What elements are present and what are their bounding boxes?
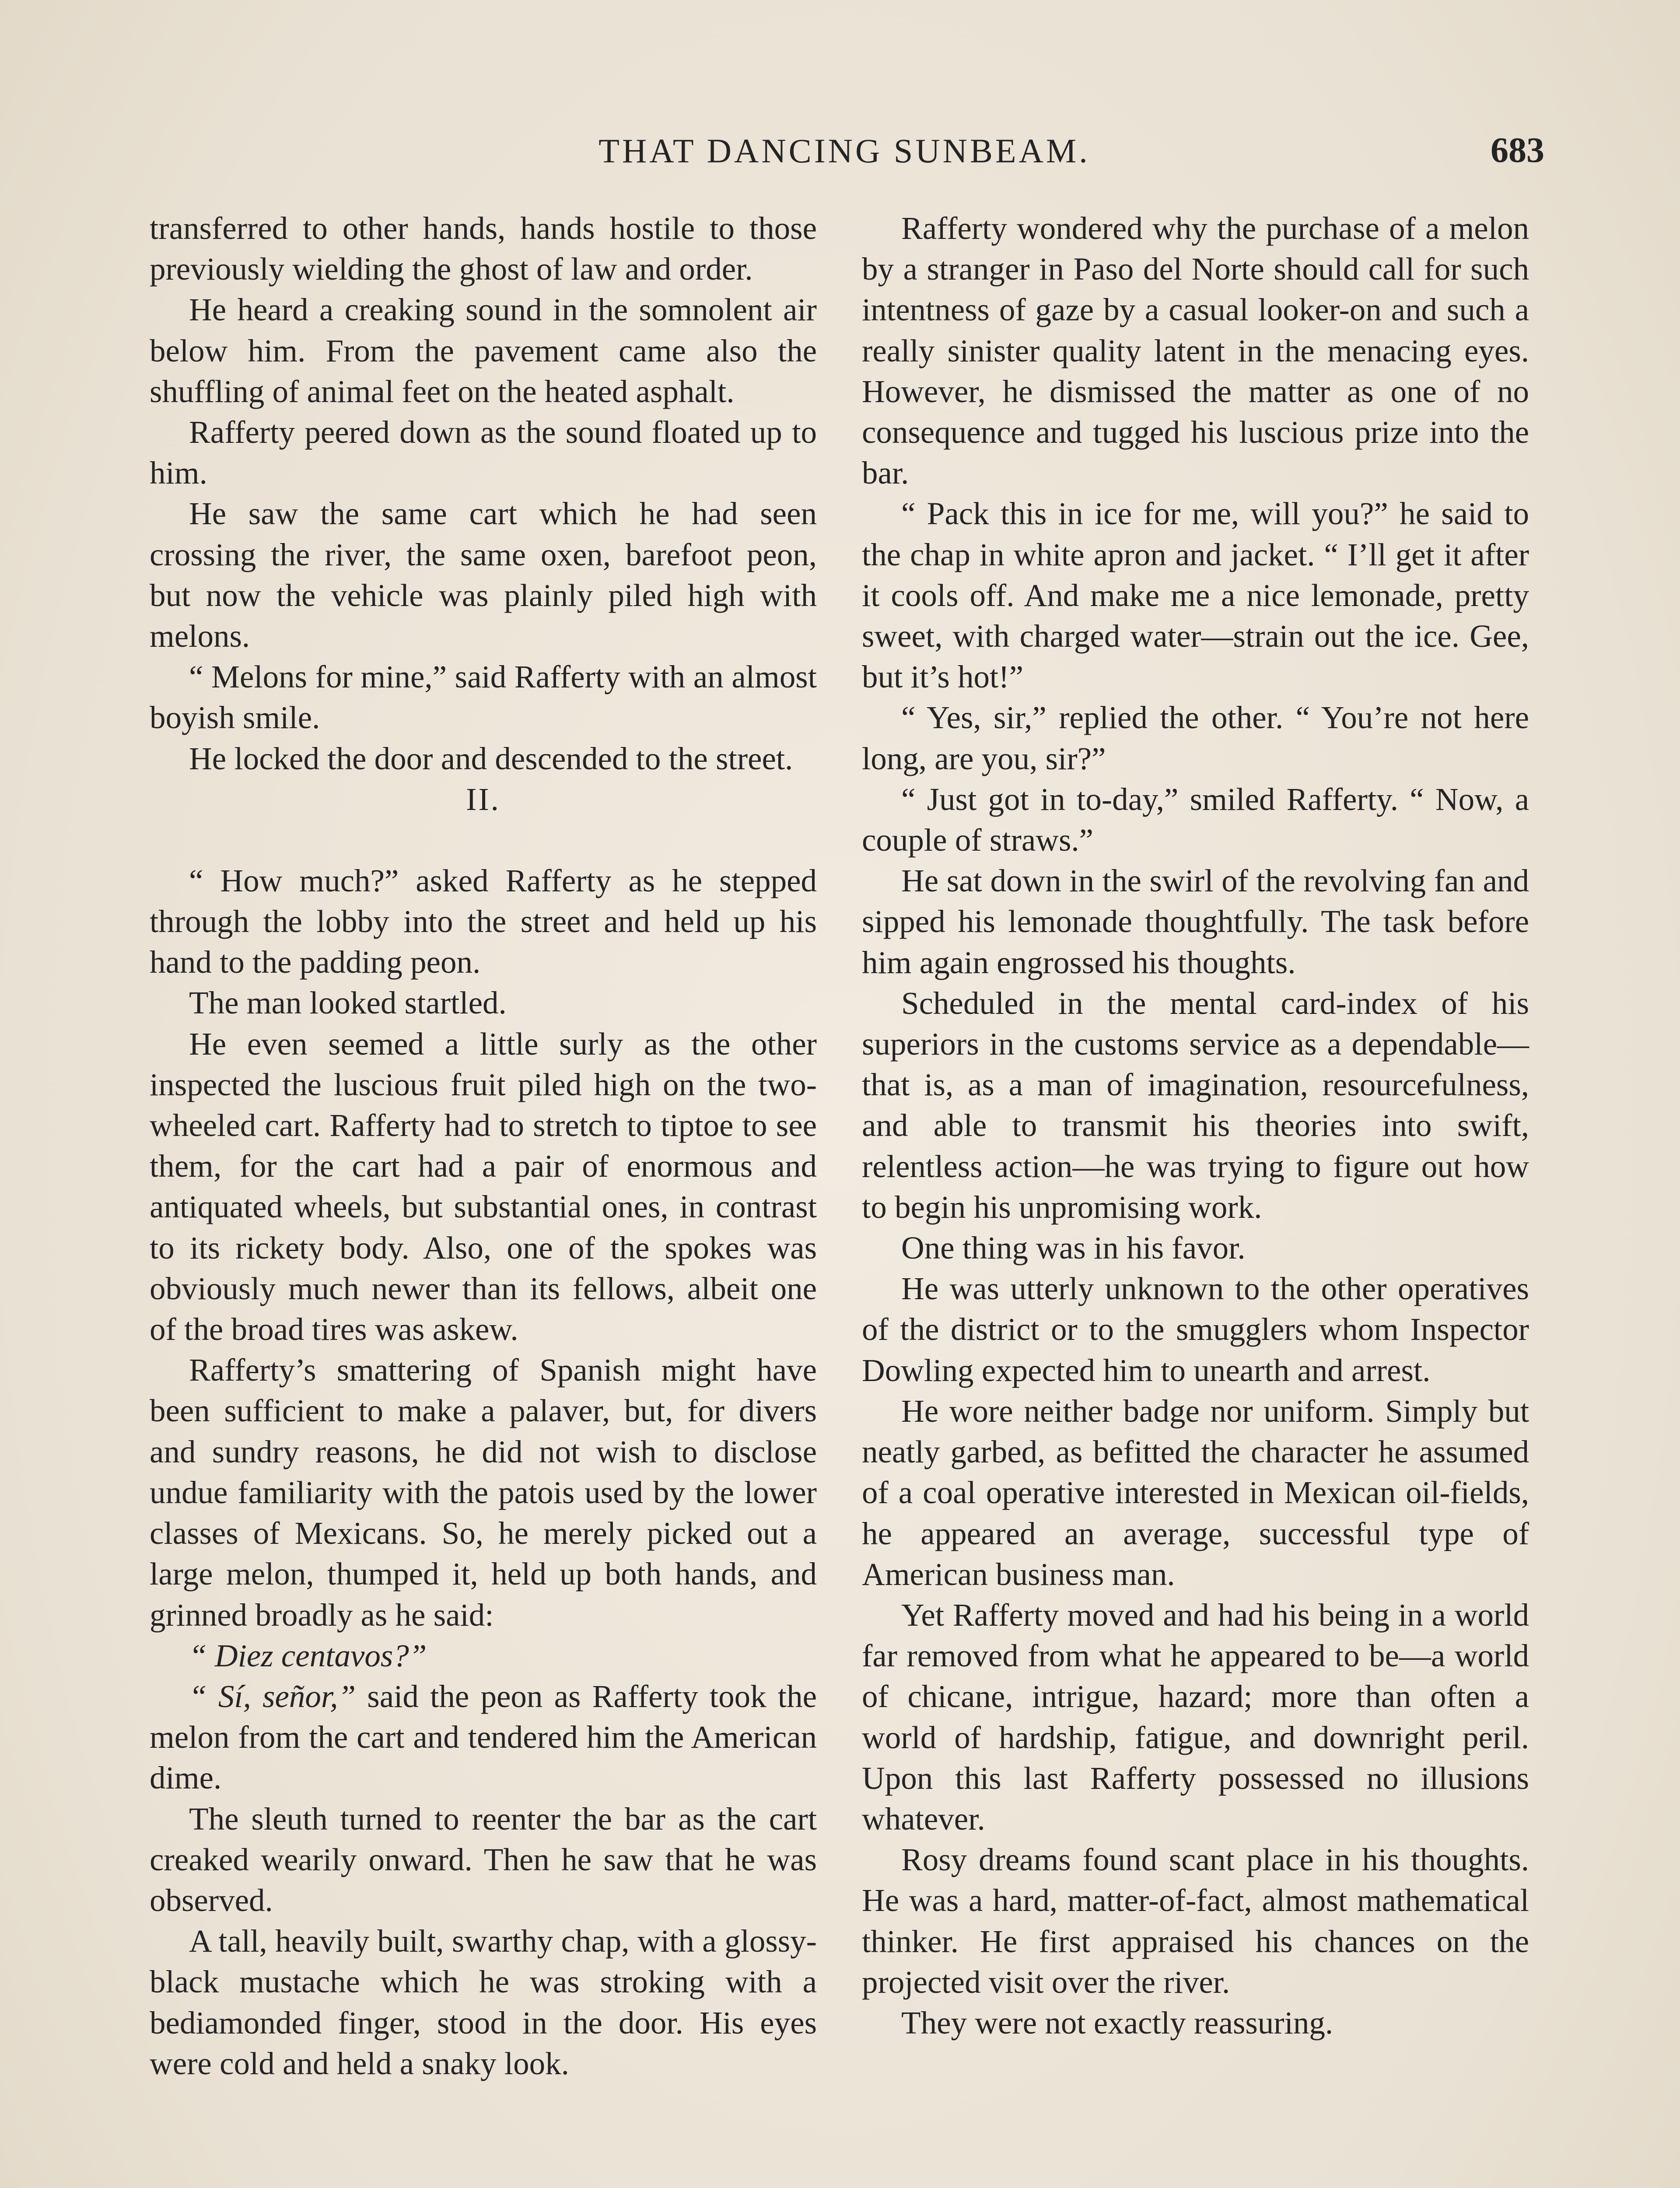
paragraph: Yet Rafferty moved and had his being in a world far removed from what he appeared to be—a world of chicane, intrigue, hazard; more than often a world of hardship, fatigue, and downright peril. Upon this last Rafferty possessed no illusions whatever. bbox=[862, 1597, 1529, 1837]
paragraph-text: said the peon as Rafferty took the melon from the cart and tendered him the American dime. bbox=[150, 1678, 817, 1796]
paragraph bbox=[150, 1676, 817, 1799]
paragraph: He locked the door and descended to the street. bbox=[189, 740, 793, 776]
paragraph: He wore neither badge nor uniform. Simply but neatly garbed, as befitted the character he assumed of a coal operative interested in Mexican oil-fields, he appeared an average, successful type of American business man. bbox=[862, 1393, 1529, 1592]
paragraph: “ Diez centavos?” bbox=[189, 1637, 427, 1673]
paragraph: He sat down in the swirl of the revolving fan and sipped his lemonade thoughtfully. The task before him again engrossed his thoughts. bbox=[862, 863, 1529, 980]
paragraph: He even seemed a little surly as the other inspected the luscious fruit piled high on the two-wheeled cart. Rafferty had to stretch to tiptoe to see them, for the cart had a pair of enormous and antiquated wheels, but substantial ones, in contrast to its rickety body. Also, one of the spokes was obviously much newer than its fellows, albeit one of the broad tires was askew. bbox=[150, 1026, 817, 1347]
paragraph: He was utterly unknown to the other operatives of the district or to the smugglers whom Inspector Dowling expected him to unearth and arrest. bbox=[862, 1271, 1529, 1388]
paragraph: “ Yes, sir,” replied the other. “ You’re not here long, are you, sir?” bbox=[862, 700, 1529, 776]
running-title: THAT DANCING SUNBEAM. bbox=[598, 132, 1090, 170]
paragraph: The man looked startled. bbox=[189, 985, 507, 1021]
section-heading: II. bbox=[466, 781, 500, 817]
paragraph: They were not exactly reassuring. bbox=[901, 2005, 1334, 2041]
spanish-quote: “ Sí, señor,” bbox=[189, 1678, 356, 1714]
paragraph: transferred to other hands, hands hostile to those previously wielding the ghost of law and order. bbox=[150, 210, 817, 287]
paragraph: “ How much?” asked Rafferty as he stepped through the lobby into the street and held up his hand to the padding peon. bbox=[150, 863, 817, 980]
paragraph: “ Pack this in ice for me, will you?” he said to the chap in white apron and jacket. “ I’ll get it after it cools off. And make me a nice lemonade, pretty sweet, with charged water—strain out the ice. Gee, but it’s hot!” bbox=[862, 496, 1529, 695]
paragraph: The sleuth turned to reenter the bar as the cart creaked wearily onward. Then he saw that he was observed. bbox=[150, 1801, 817, 1918]
paragraph: Rafferty wondered why the purchase of a melon by a stranger in Paso del Norte should call for such intentness of gaze by a casual looker-on and such a really sinister quality latent in the menacing eyes. However, he dismissed the matter as one of no consequence and tugged his luscious prize into the bar. bbox=[862, 210, 1529, 491]
paragraph: He heard a creaking sound in the somnolent air below him. From the pavement came also the shuffling of animal feet on the heated asphalt. bbox=[150, 292, 817, 409]
paragraph: Scheduled in the mental card-index of his superiors in the customs service as a dependable—that is, as a man of imagination, resourcefulness, and able to transmit his theories into swift, relentless action—he was trying to figure out how to begin his unpromising work. bbox=[862, 985, 1529, 1225]
paragraph: “ Just got in to-day,” smiled Rafferty. “ Now, a couple of straws.” bbox=[862, 781, 1529, 858]
right-column bbox=[862, 208, 1529, 2043]
paragraph: Rafferty peered down as the sound floated up to him. bbox=[150, 414, 817, 491]
page-header bbox=[144, 127, 1544, 175]
paragraph: “ Melons for mine,” said Rafferty with an almost boyish smile. bbox=[150, 659, 817, 736]
page-number: 683 bbox=[1491, 130, 1544, 170]
paragraph: Rafferty’s smattering of Spanish might have been sufficient to make a palaver, but, for divers and sundry reasons, he did not wish to disclose undue familiarity with the patois used by the lower classes of Mexicans. So, he merely picked out a large melon, thumped it, held up both hands, and grinned broadly as he said: bbox=[150, 1352, 817, 1633]
paragraph: A tall, heavily built, swarthy chap, with a glossy-black mustache which he was stroking with a bediamonded finger, stood in the door. His eyes were cold and held a snaky look. bbox=[150, 1923, 817, 2081]
paragraph: He saw the same cart which he had seen crossing the river, the same oxen, barefoot peon, but now the vehicle was plainly piled high with melons. bbox=[150, 496, 817, 654]
paragraph: One thing was in his favor. bbox=[901, 1230, 1246, 1266]
paragraph: Rosy dreams found scant place in his thoughts. He was a hard, matter-of-fact, almost mathematical thinker. He first appraised his chances on the projected visit over the river. bbox=[862, 1842, 1529, 2000]
left-column bbox=[150, 208, 817, 2084]
